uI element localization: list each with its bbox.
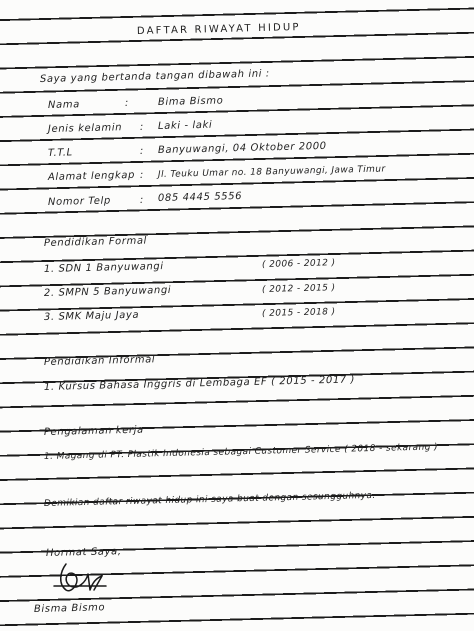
- value-alamat: Jl. Teuku Umar no. 18 Banyuwangi, Jawa Timur: [157, 164, 386, 180]
- informal-item-1: 1. Kursus Bahasa Inggris di Lembaga EF ( 2015 - 2017 ): [43, 374, 356, 393]
- label-alamat: Alamat lengkap: [47, 169, 136, 183]
- document-title: DAFTAR RIWAYAT HIDUP: [136, 22, 301, 37]
- separator-alamat: :: [139, 169, 145, 181]
- value-ttl: Banyuwangi, 04 Oktober 2000: [157, 140, 327, 156]
- formal-item-3: 3. SMK Maju Jaya: [43, 309, 140, 323]
- formal-item-2: 2. SMPN 5 Banyuwangi: [43, 284, 172, 299]
- label-nama: Nama: [47, 99, 81, 111]
- separator-jenis-kelamin: :: [139, 121, 145, 133]
- intro-line: Saya yang bertanda tangan dibawah ini :: [39, 68, 270, 85]
- value-nama: Bima Bismo: [157, 95, 224, 108]
- separator-nama: :: [124, 97, 130, 109]
- formal-item-1: 1. SDN 1 Banyuwangi: [43, 261, 164, 275]
- formal-years-2: ( 2012 - 2015 ): [261, 283, 336, 295]
- heading-pengalaman-kerja: Pengalaman kerja: [43, 424, 144, 438]
- greeting-hormat-saya: Hormat Saya,: [45, 546, 122, 559]
- closing-statement: Demikian daftar riwayat hidup ini saya buat dengan sesungguhnya.: [43, 490, 376, 509]
- heading-pendidikan-informal: Pendidikan Informal: [43, 354, 156, 368]
- heading-pendidikan-formal: Pendidikan Formal: [43, 235, 148, 249]
- separator-telp: :: [139, 194, 145, 206]
- work-item-1: 1. Magang di PT. Plastik Indonesia sebagai Customer Service ( 2018 - sekarang ): [43, 442, 439, 462]
- value-telp: 085 4445 5556: [157, 190, 243, 204]
- label-ttl: T.T.L: [47, 147, 73, 159]
- formal-years-3: ( 2015 - 2018 ): [261, 307, 336, 319]
- label-telp: Nomor Telp: [47, 195, 112, 208]
- separator-ttl: :: [139, 145, 145, 157]
- value-jenis-kelamin: Laki - laki: [157, 119, 213, 132]
- label-jenis-kelamin: Jenis kelamin: [47, 122, 123, 135]
- handwritten-signature: [52, 560, 112, 596]
- formal-years-1: ( 2006 - 2012 ): [261, 258, 336, 270]
- signer-name: Bisma Bismo: [33, 602, 106, 615]
